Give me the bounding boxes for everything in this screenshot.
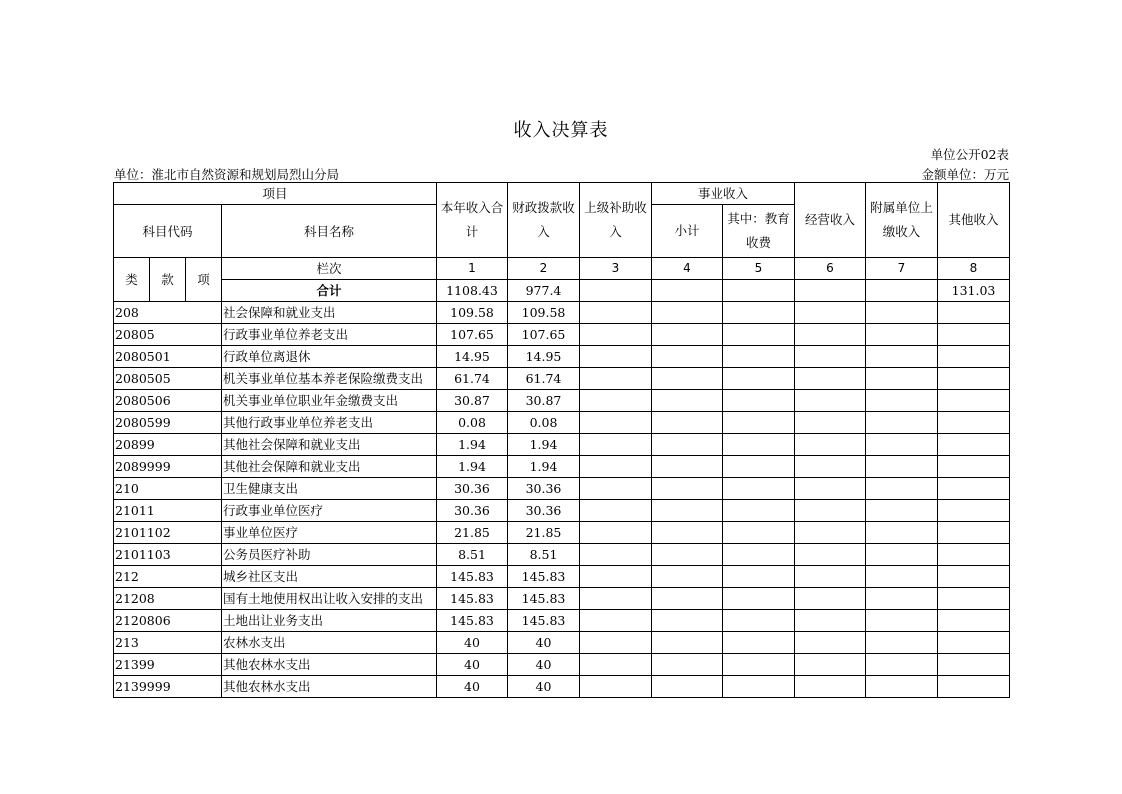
row-superior bbox=[580, 500, 652, 522]
row-subtotal bbox=[652, 588, 723, 610]
header-business: 事业收入 bbox=[652, 183, 795, 205]
row-subtotal bbox=[652, 610, 723, 632]
row-other bbox=[938, 566, 1010, 588]
row-other bbox=[938, 390, 1010, 412]
row-edu-fee bbox=[723, 302, 795, 324]
row-subtotal bbox=[652, 324, 723, 346]
table-row bbox=[114, 302, 1010, 324]
row-superior bbox=[580, 632, 652, 654]
row-edu-fee bbox=[723, 390, 795, 412]
row-other bbox=[938, 324, 1010, 346]
row-other bbox=[938, 632, 1010, 654]
row-total: 61.74 bbox=[437, 368, 508, 390]
table-row bbox=[114, 346, 1010, 368]
row-fiscal: 40 bbox=[508, 632, 580, 654]
row-superior bbox=[580, 456, 652, 478]
row-superior bbox=[580, 434, 652, 456]
row-other bbox=[938, 478, 1010, 500]
row-total: 8.51 bbox=[437, 544, 508, 566]
row-subtotal bbox=[652, 500, 723, 522]
table-row bbox=[114, 500, 1010, 522]
row-other bbox=[938, 654, 1010, 676]
col-num-6: 6 bbox=[795, 258, 866, 280]
row-code: 21011 bbox=[114, 500, 222, 522]
row-other bbox=[938, 368, 1010, 390]
row-fiscal: 40 bbox=[508, 676, 580, 698]
row-affiliated bbox=[866, 522, 938, 544]
row-code: 20899 bbox=[114, 434, 222, 456]
header-superior: 上级补助收入 bbox=[580, 183, 652, 258]
header-lei: 类 bbox=[114, 258, 150, 302]
amount-unit: 金额单位：万元 bbox=[921, 167, 1009, 182]
row-affiliated bbox=[866, 478, 938, 500]
row-name: 行政事业单位医疗 bbox=[222, 500, 437, 522]
row-superior bbox=[580, 654, 652, 676]
row-name: 国有土地使用权出让收入安排的支出 bbox=[222, 588, 437, 610]
row-edu-fee bbox=[723, 566, 795, 588]
table-row bbox=[114, 390, 1010, 412]
row-affiliated bbox=[866, 324, 938, 346]
row-subtotal bbox=[652, 368, 723, 390]
row-total: 0.08 bbox=[437, 412, 508, 434]
row-affiliated bbox=[866, 346, 938, 368]
row-name: 公务员医疗补助 bbox=[222, 544, 437, 566]
row-operating bbox=[795, 500, 866, 522]
row-subtotal bbox=[652, 654, 723, 676]
table-row bbox=[114, 632, 1010, 654]
row-affiliated bbox=[866, 676, 938, 698]
total-operating-value bbox=[795, 280, 866, 302]
row-affiliated bbox=[866, 588, 938, 610]
row-edu-fee bbox=[723, 500, 795, 522]
col-num-3: 3 bbox=[580, 258, 652, 280]
header-item: 项目 bbox=[114, 183, 437, 205]
row-code: 208 bbox=[114, 302, 222, 324]
row-edu-fee bbox=[723, 324, 795, 346]
row-code: 2089999 bbox=[114, 456, 222, 478]
header-affiliated: 附属单位上缴收入 bbox=[866, 183, 938, 258]
row-superior bbox=[580, 368, 652, 390]
row-other bbox=[938, 434, 1010, 456]
row-affiliated bbox=[866, 368, 938, 390]
row-total: 1.94 bbox=[437, 434, 508, 456]
header-other: 其他收入 bbox=[938, 183, 1010, 258]
row-operating bbox=[795, 478, 866, 500]
table-row bbox=[114, 412, 1010, 434]
row-subtotal bbox=[652, 522, 723, 544]
row-other bbox=[938, 522, 1010, 544]
row-name: 其他农林水支出 bbox=[222, 654, 437, 676]
row-edu-fee bbox=[723, 654, 795, 676]
row-other bbox=[938, 544, 1010, 566]
row-affiliated bbox=[866, 434, 938, 456]
row-subtotal bbox=[652, 412, 723, 434]
row-name: 社会保障和就业支出 bbox=[222, 302, 437, 324]
row-fiscal: 8.51 bbox=[508, 544, 580, 566]
row-affiliated bbox=[866, 500, 938, 522]
row-edu-fee bbox=[723, 632, 795, 654]
row-code: 2080505 bbox=[114, 368, 222, 390]
row-subtotal bbox=[652, 456, 723, 478]
total-fiscal-value: 977.4 bbox=[508, 280, 580, 302]
total-superior-value bbox=[580, 280, 652, 302]
row-code: 2101103 bbox=[114, 544, 222, 566]
row-fiscal: 1.94 bbox=[508, 456, 580, 478]
row-name: 其他行政事业单位养老支出 bbox=[222, 412, 437, 434]
row-operating bbox=[795, 368, 866, 390]
table-row bbox=[114, 434, 1010, 456]
row-edu-fee bbox=[723, 368, 795, 390]
row-fiscal: 30.87 bbox=[508, 390, 580, 412]
row-edu-fee bbox=[723, 610, 795, 632]
total-income-value: 1108.43 bbox=[437, 280, 508, 302]
row-total: 40 bbox=[437, 632, 508, 654]
row-superior bbox=[580, 610, 652, 632]
header-total-income: 本年收入合计 bbox=[437, 183, 508, 258]
row-subtotal bbox=[652, 566, 723, 588]
row-total: 1.94 bbox=[437, 456, 508, 478]
row-name: 卫生健康支出 bbox=[222, 478, 437, 500]
row-affiliated bbox=[866, 654, 938, 676]
row-operating bbox=[795, 302, 866, 324]
row-fiscal: 30.36 bbox=[508, 478, 580, 500]
row-fiscal: 14.95 bbox=[508, 346, 580, 368]
row-code: 2120806 bbox=[114, 610, 222, 632]
row-total: 145.83 bbox=[437, 566, 508, 588]
row-total: 145.83 bbox=[437, 588, 508, 610]
row-superior bbox=[580, 302, 652, 324]
table-row bbox=[114, 522, 1010, 544]
total-affiliated-value bbox=[866, 280, 938, 302]
row-fiscal: 107.65 bbox=[508, 324, 580, 346]
row-name: 其他农林水支出 bbox=[222, 676, 437, 698]
row-superior bbox=[580, 522, 652, 544]
row-code: 210 bbox=[114, 478, 222, 500]
row-code: 2080599 bbox=[114, 412, 222, 434]
row-subtotal bbox=[652, 302, 723, 324]
header-column-seq: 栏次 bbox=[222, 258, 437, 280]
table-row bbox=[114, 368, 1010, 390]
header-operating: 经营收入 bbox=[795, 183, 866, 258]
table-row bbox=[114, 324, 1010, 346]
row-code: 212 bbox=[114, 566, 222, 588]
table-row bbox=[114, 654, 1010, 676]
header-edu-fee: 其中：教育收费 bbox=[723, 205, 795, 258]
row-edu-fee bbox=[723, 522, 795, 544]
col-num-2: 2 bbox=[508, 258, 580, 280]
row-total: 107.65 bbox=[437, 324, 508, 346]
header-kuan: 款 bbox=[150, 258, 186, 302]
row-superior bbox=[580, 346, 652, 368]
row-total: 30.36 bbox=[437, 478, 508, 500]
row-fiscal: 40 bbox=[508, 654, 580, 676]
row-fiscal: 145.83 bbox=[508, 588, 580, 610]
total-subtotal-value bbox=[652, 280, 723, 302]
table-row bbox=[114, 544, 1010, 566]
row-operating bbox=[795, 456, 866, 478]
row-other bbox=[938, 588, 1010, 610]
row-name: 机关事业单位基本养老保险缴费支出 bbox=[222, 368, 437, 390]
row-fiscal: 21.85 bbox=[508, 522, 580, 544]
header-subtotal: 小计 bbox=[652, 205, 723, 258]
row-edu-fee bbox=[723, 412, 795, 434]
row-fiscal: 145.83 bbox=[508, 610, 580, 632]
row-operating bbox=[795, 588, 866, 610]
header-fiscal: 财政拨款收入 bbox=[508, 183, 580, 258]
row-operating bbox=[795, 346, 866, 368]
row-other bbox=[938, 302, 1010, 324]
row-operating bbox=[795, 566, 866, 588]
table-row bbox=[114, 478, 1010, 500]
row-subtotal bbox=[652, 676, 723, 698]
row-affiliated bbox=[866, 610, 938, 632]
row-superior bbox=[580, 676, 652, 698]
row-superior bbox=[580, 544, 652, 566]
row-other bbox=[938, 346, 1010, 368]
row-operating bbox=[795, 632, 866, 654]
row-subtotal bbox=[652, 544, 723, 566]
row-code: 20805 bbox=[114, 324, 222, 346]
form-number: 单位公开02表 bbox=[930, 147, 1009, 162]
row-operating bbox=[795, 610, 866, 632]
row-operating bbox=[795, 544, 866, 566]
row-name: 其他社会保障和就业支出 bbox=[222, 434, 437, 456]
row-subtotal bbox=[652, 390, 723, 412]
row-fiscal: 30.36 bbox=[508, 500, 580, 522]
row-edu-fee bbox=[723, 478, 795, 500]
row-other bbox=[938, 500, 1010, 522]
row-fiscal: 0.08 bbox=[508, 412, 580, 434]
row-operating bbox=[795, 522, 866, 544]
row-other bbox=[938, 456, 1010, 478]
row-total: 21.85 bbox=[437, 522, 508, 544]
row-operating bbox=[795, 654, 866, 676]
row-code: 213 bbox=[114, 632, 222, 654]
row-edu-fee bbox=[723, 588, 795, 610]
row-operating bbox=[795, 324, 866, 346]
row-total: 109.58 bbox=[437, 302, 508, 324]
row-subtotal bbox=[652, 434, 723, 456]
row-affiliated bbox=[866, 566, 938, 588]
row-other bbox=[938, 676, 1010, 698]
row-other bbox=[938, 610, 1010, 632]
row-code: 2139999 bbox=[114, 676, 222, 698]
row-code: 21208 bbox=[114, 588, 222, 610]
unit-name: 单位：淮北市自然资源和规划局烈山分局 bbox=[114, 167, 340, 182]
row-superior bbox=[580, 412, 652, 434]
row-name: 行政单位离退休 bbox=[222, 346, 437, 368]
row-total: 14.95 bbox=[437, 346, 508, 368]
row-operating bbox=[795, 434, 866, 456]
header-code: 科目代码 bbox=[114, 205, 222, 258]
row-name: 农林水支出 bbox=[222, 632, 437, 654]
row-fiscal: 1.94 bbox=[508, 434, 580, 456]
row-superior bbox=[580, 390, 652, 412]
row-other bbox=[938, 412, 1010, 434]
header-xiang: 项 bbox=[186, 258, 222, 302]
row-subtotal bbox=[652, 346, 723, 368]
row-superior bbox=[580, 478, 652, 500]
total-other-value: 131.03 bbox=[938, 280, 1010, 302]
table-row bbox=[114, 456, 1010, 478]
col-num-7: 7 bbox=[866, 258, 938, 280]
row-total: 30.87 bbox=[437, 390, 508, 412]
row-superior bbox=[580, 566, 652, 588]
row-affiliated bbox=[866, 632, 938, 654]
col-num-5: 5 bbox=[723, 258, 795, 280]
total-label: 合计 bbox=[222, 280, 437, 302]
row-affiliated bbox=[866, 456, 938, 478]
row-name: 土地出让业务支出 bbox=[222, 610, 437, 632]
col-num-1: 1 bbox=[437, 258, 508, 280]
row-code: 21399 bbox=[114, 654, 222, 676]
table-row bbox=[114, 588, 1010, 610]
row-name: 机关事业单位职业年金缴费支出 bbox=[222, 390, 437, 412]
row-fiscal: 145.83 bbox=[508, 566, 580, 588]
table-row bbox=[114, 610, 1010, 632]
page-title: 收入决算表 bbox=[513, 120, 609, 141]
table-row bbox=[114, 566, 1010, 588]
row-superior bbox=[580, 588, 652, 610]
total-edu-fee-value bbox=[723, 280, 795, 302]
row-edu-fee bbox=[723, 456, 795, 478]
row-total: 40 bbox=[437, 676, 508, 698]
row-subtotal bbox=[652, 632, 723, 654]
col-num-4: 4 bbox=[652, 258, 723, 280]
row-operating bbox=[795, 676, 866, 698]
row-fiscal: 61.74 bbox=[508, 368, 580, 390]
row-name: 其他社会保障和就业支出 bbox=[222, 456, 437, 478]
row-name: 事业单位医疗 bbox=[222, 522, 437, 544]
row-total: 40 bbox=[437, 654, 508, 676]
row-name: 城乡社区支出 bbox=[222, 566, 437, 588]
row-code: 2080501 bbox=[114, 346, 222, 368]
row-edu-fee bbox=[723, 346, 795, 368]
row-affiliated bbox=[866, 544, 938, 566]
col-num-8: 8 bbox=[938, 258, 1010, 280]
row-affiliated bbox=[866, 390, 938, 412]
row-edu-fee bbox=[723, 676, 795, 698]
table-row bbox=[114, 676, 1010, 698]
income-table bbox=[113, 182, 1010, 698]
row-operating bbox=[795, 390, 866, 412]
row-affiliated bbox=[866, 412, 938, 434]
row-edu-fee bbox=[723, 434, 795, 456]
row-superior bbox=[580, 324, 652, 346]
row-fiscal: 109.58 bbox=[508, 302, 580, 324]
table-body bbox=[114, 302, 1010, 698]
row-subtotal bbox=[652, 478, 723, 500]
row-name: 行政事业单位养老支出 bbox=[222, 324, 437, 346]
row-edu-fee bbox=[723, 544, 795, 566]
row-affiliated bbox=[866, 302, 938, 324]
row-code: 2101102 bbox=[114, 522, 222, 544]
row-code: 2080506 bbox=[114, 390, 222, 412]
row-total: 145.83 bbox=[437, 610, 508, 632]
row-total: 30.36 bbox=[437, 500, 508, 522]
row-operating bbox=[795, 412, 866, 434]
header-name: 科目名称 bbox=[222, 205, 437, 258]
